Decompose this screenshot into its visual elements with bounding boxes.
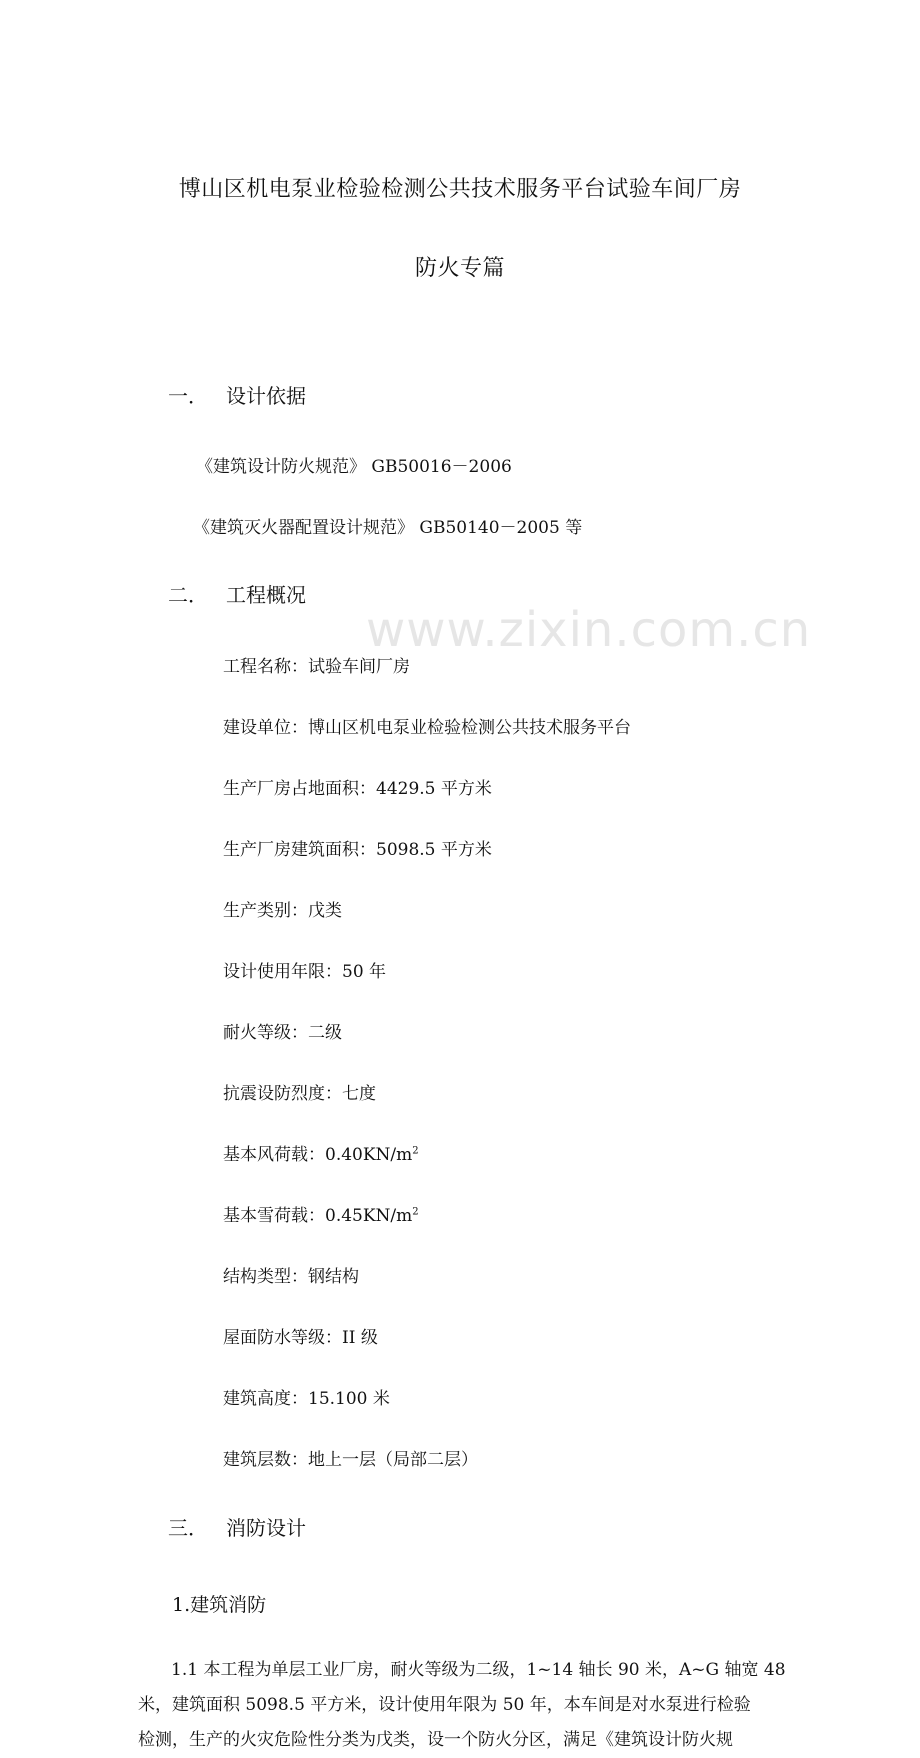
overview-item-snow-load bbox=[223, 1201, 920, 1226]
overview-item: 耐火等级：二级 bbox=[223, 1023, 342, 1043]
overview-item: 屋面防水等级：II 级 bbox=[223, 1328, 378, 1348]
overview-item-wind-load bbox=[223, 1140, 920, 1165]
overview-item: 结构类型：钢结构 bbox=[223, 1267, 359, 1287]
overview-item: 生产类别：戊类 bbox=[223, 901, 342, 921]
reference-item: 《建筑设计防火规范》 GB50016－2006 bbox=[196, 457, 512, 477]
section-number: 二． bbox=[168, 583, 208, 607]
wind-load-text: 基本风荷载：0.40KN/m bbox=[223, 1145, 413, 1165]
section-number: 三． bbox=[168, 1516, 208, 1540]
section-heading-3 bbox=[168, 1512, 920, 1541]
paragraph-line: 检测，生产的火灾危险性分类为戊类，设一个防火分区，满足《建筑设计防火规 bbox=[138, 1730, 733, 1750]
section-title: 设计依据 bbox=[226, 384, 306, 408]
overview-item: 抗震设防烈度：七度 bbox=[223, 1084, 376, 1104]
section-number: 一． bbox=[168, 384, 208, 408]
reference-item: 《建筑灭火器配置设计规范》 GB50140－2005 等 bbox=[193, 518, 583, 538]
snow-load-text: 基本雪荷载：0.45KN/m bbox=[223, 1206, 413, 1226]
overview-item: 工程名称：试验车间厂房 bbox=[223, 657, 410, 677]
overview-item: 生产厂房建筑面积：5098.5 平方米 bbox=[223, 840, 492, 860]
subsection-heading: 1.建筑消防 bbox=[172, 1594, 267, 1616]
overview-item: 建设单位：博山区机电泵业检验检测公共技术服务平台 bbox=[223, 718, 631, 738]
body-paragraph bbox=[138, 1653, 800, 1758]
watermark: www.zixin.com.cn bbox=[366, 602, 812, 658]
overview-item: 生产厂房占地面积：4429.5 平方米 bbox=[223, 779, 492, 799]
document-title: 博山区机电泵业检验检测公共技术服务平台试验车间厂房 bbox=[178, 177, 742, 202]
section-heading-2 bbox=[168, 579, 920, 608]
document-subtitle: 防火专篇 bbox=[414, 256, 505, 281]
paragraph-line: 1.1 本工程为单层工业厂房，耐火等级为二级，1~14 轴长 90 米，A~G 轴宽 48 bbox=[171, 1660, 786, 1680]
overview-item: 设计使用年限：50 年 bbox=[223, 962, 387, 982]
overview-item: 建筑高度：15.100 米 bbox=[223, 1389, 390, 1409]
section-title: 消防设计 bbox=[226, 1516, 306, 1540]
paragraph-line: 米，建筑面积 5098.5 平方米，设计使用年限为 50 年，本车间是对水泵进行检验 bbox=[138, 1695, 751, 1715]
superscript: 2 bbox=[412, 1206, 419, 1218]
overview-item: 建筑层数：地上一层（局部二层） bbox=[223, 1450, 478, 1470]
section-heading-1 bbox=[168, 380, 920, 409]
section-title: 工程概况 bbox=[226, 583, 306, 607]
superscript: 2 bbox=[412, 1145, 419, 1157]
